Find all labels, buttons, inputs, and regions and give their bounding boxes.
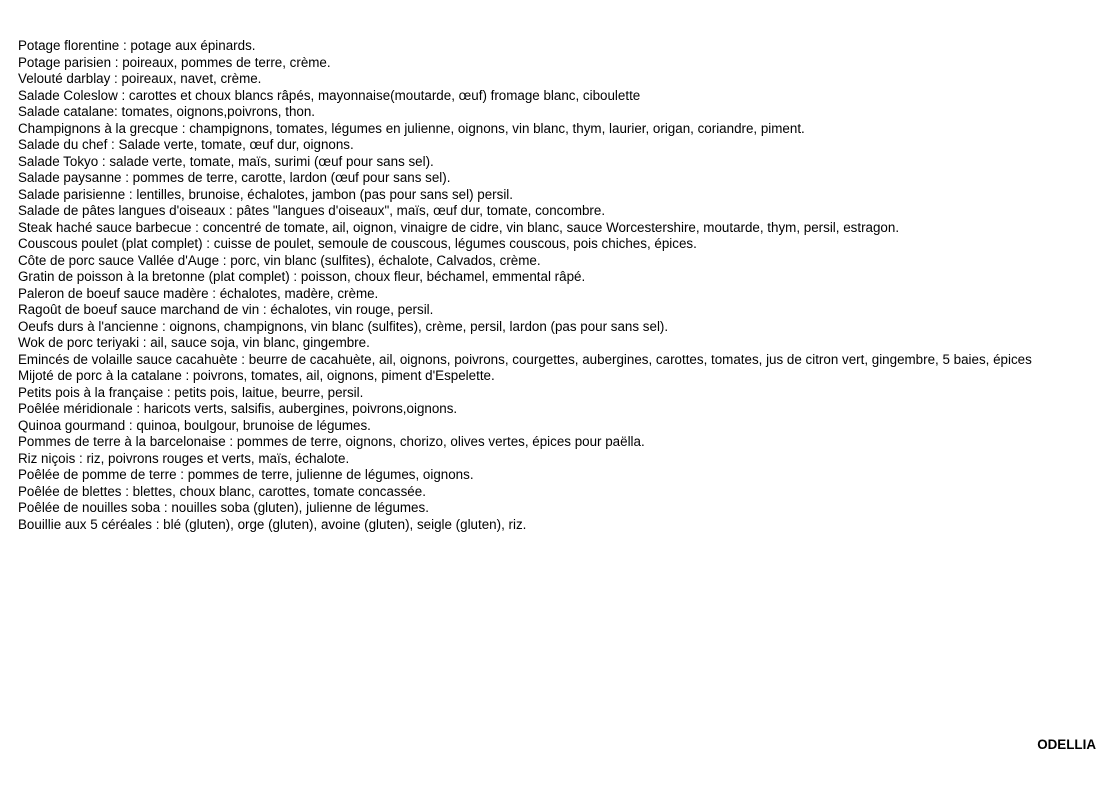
list-item: Salade de pâtes langues d'oiseaux : pâtes "langues d'oiseaux", maïs, œuf dur, tomate, concombre.	[18, 203, 606, 218]
ingredients-list	[18, 38, 1100, 533]
list-item: Paleron de boeuf sauce madère : échalotes, madère, crème.	[18, 285, 379, 301]
list-item: Steak haché sauce barbecue : concentré de tomate, ail, oignon, vinaigre de cidre, vin blanc, sauce Worcestershire, moutarde, thym, persil, estragon.	[18, 219, 900, 235]
list-item: Poêlée de blettes : blettes, choux blanc, carottes, tomate concassée.	[18, 483, 426, 499]
list-item: Champignons à la grecque : champignons, tomates, légumes en julienne, oignons, vin blanc, thym, laurier, origan, coriandre, piment.	[18, 120, 805, 136]
list-item: Salade parisienne : lentilles, brunoise, échalotes, jambon (pas pour sans sel) persil.	[18, 186, 513, 202]
list-item: Salade catalane: tomates, oignons,poivrons, thon.	[18, 104, 316, 119]
list-item: Potage florentine : potage aux épinards.	[18, 38, 256, 53]
list-item: Petits pois à la française : petits pois, laitue, beurre, persil.	[18, 384, 364, 400]
brand-footer: ODELLIA	[1037, 737, 1096, 752]
list-item: Potage parisien : poireaux, pommes de terre, crème.	[18, 54, 331, 70]
list-item: Riz niçois : riz, poivrons rouges et verts, maïs, échalote.	[18, 450, 350, 466]
list-item: Wok de porc teriyaki : ail, sauce soja, vin blanc, gingembre.	[18, 335, 370, 350]
list-item: Bouillie aux 5 céréales : blé (gluten), orge (gluten), avoine (gluten), seigle (gluten), riz.	[18, 516, 527, 532]
list-item: Emincés de volaille sauce cacahuète : beurre de cacahuète, ail, oignons, poivrons, courgettes, aubergines, carottes, tomates, jus de citron vert, gingembre, 5 baies, épices	[18, 351, 1032, 367]
list-item: Mijoté de porc à la catalane : poivrons, tomates, ail, oignons, piment d'Espelette.	[18, 368, 495, 383]
list-item: Salade Coleslow : carottes et choux blancs râpés, mayonnaise(moutarde, œuf) fromage blanc, ciboulette	[18, 87, 641, 103]
list-item: Poêlée de nouilles soba : nouilles soba (gluten), julienne de légumes.	[18, 500, 429, 515]
list-item: Velouté darblay : poireaux, navet, crème.	[18, 71, 262, 86]
list-item: Poêlée de pomme de terre : pommes de terre, julienne de légumes, oignons.	[18, 467, 474, 482]
list-item: Quinoa gourmand : quinoa, boulgour, brunoise de légumes.	[18, 417, 371, 433]
list-item: Couscous poulet (plat complet) : cuisse de poulet, semoule de couscous, légumes couscous, pois chiches, épices.	[18, 236, 697, 251]
list-item: Salade du chef : Salade verte, tomate, œuf dur, oignons.	[18, 137, 354, 152]
list-item: Gratin de poisson à la bretonne (plat complet) : poisson, choux fleur, béchamel, emmental râpé.	[18, 269, 586, 284]
list-item: Poêlée méridionale : haricots verts, salsifis, aubergines, poivrons,oignons.	[18, 401, 458, 416]
list-item: Côte de porc sauce Vallée d'Auge : porc, vin blanc (sulfites), échalote, Calvados, crème.	[18, 252, 541, 268]
list-item: Pommes de terre à la barcelonaise : pommes de terre, oignons, chorizo, olives vertes, épices pour paëlla.	[18, 434, 645, 449]
list-item: Ragoût de boeuf sauce marchand de vin : échalotes, vin rouge, persil.	[18, 302, 434, 317]
list-item: Salade Tokyo : salade verte, tomate, maïs, surimi (œuf pour sans sel).	[18, 153, 434, 169]
list-item: Oeufs durs à l'ancienne : oignons, champignons, vin blanc (sulfites), crème, persil, lardon (pas pour sans sel).	[18, 318, 669, 334]
list-item: Salade paysanne : pommes de terre, carotte, lardon (œuf pour sans sel).	[18, 170, 451, 185]
